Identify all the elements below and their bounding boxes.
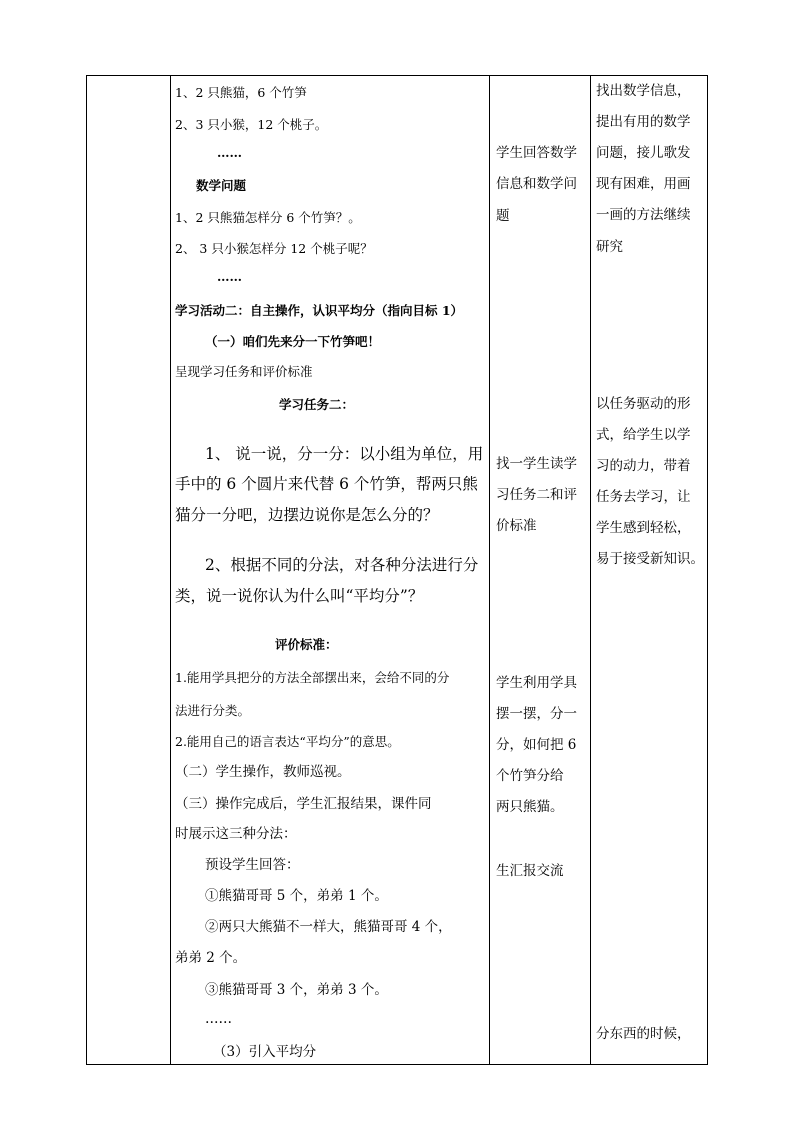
question-1: 1、2 只熊猫怎样分 6 个竹笋？。: [175, 210, 361, 225]
step-2: （二）学生操作，教师巡视。: [175, 764, 351, 780]
criterion-1-line: 1.能用学具把分的方法全部摆出来，会给不同的分: [175, 670, 450, 685]
info-line-1: 1、2 只熊猫，6 个竹笋: [175, 85, 307, 100]
info-line-2: 2、3 只小猴，12 个桃子。: [175, 117, 328, 132]
student-activity-1: 信息和数学问: [496, 176, 577, 192]
step-3-line: 时展示这三种分法：: [175, 826, 297, 842]
question-2: 2、 3 只小猴怎样分 12 个桃子呢？: [175, 241, 373, 256]
math-question-heading: 数学问题: [196, 178, 247, 193]
design-intent-2: 任务去学习，让: [596, 489, 691, 505]
criterion-2: 2.能用自己的语言表达“平均分”的意思。: [175, 734, 400, 749]
student-activity-2: 找一学生读学: [496, 456, 577, 472]
student-activity-column: [490, 76, 590, 1064]
design-intent-1: 研究: [596, 239, 623, 255]
design-intent-2: 式，给学生以学: [596, 427, 691, 443]
design-intent-2: 习的动力，带着: [596, 458, 691, 474]
design-intent-3: 分东西的时候，: [596, 1026, 691, 1042]
student-activity-1: 学生回答数学: [496, 145, 577, 161]
design-intent-2: 学生感到轻松，: [596, 520, 691, 536]
ellipsis: ……: [205, 1011, 232, 1027]
task-2-line: 2、根据不同的分法，对各种分法进行分: [205, 556, 479, 574]
design-intent-1: 现有困难，用画: [596, 176, 691, 192]
answer-2-line: ②两只大熊猫不一样大，熊猫哥哥 4 个，: [205, 919, 452, 935]
student-activity-3: 个竹笋分给: [496, 768, 564, 784]
answer-3: ③熊猫哥哥 3 个，弟弟 3 个。: [205, 982, 388, 998]
present-task-note: 呈现学习任务和评价标准: [175, 364, 313, 379]
design-intent-1: 找出数学信息，: [596, 83, 691, 99]
teaching-content-column: [171, 76, 489, 1064]
design-intent-2: 以任务驱动的形: [596, 396, 691, 412]
criterion-1-line: 法进行分类。: [175, 703, 251, 718]
task-2-heading: 学习任务二：: [279, 397, 355, 412]
student-activity-3: 摆一摆，分一: [496, 706, 577, 722]
task-2-line: 类，说一说你认为什么叫“平均分”？: [175, 587, 424, 605]
ellipsis: ……: [217, 145, 242, 160]
student-activity-3: 分，如何把 6: [496, 737, 577, 753]
student-activity-3: 两只熊猫。: [496, 799, 564, 815]
task-1-line: 猫分一分吧，边摆边说你是怎么分的？: [175, 506, 439, 524]
answer-2-line: 弟弟 2 个。: [175, 950, 247, 966]
student-activity-2: 习任务二和评: [496, 487, 577, 503]
student-activity-1: 题: [496, 208, 510, 224]
ellipsis: ……: [217, 269, 242, 284]
step-3-line: （三）操作完成后，学生汇报结果，课件同: [175, 796, 432, 812]
answer-1: ①熊猫哥哥 5 个，弟弟 1 个。: [205, 888, 388, 904]
design-intent-column: [591, 76, 707, 1064]
activity-2-heading: 学习活动二：自主操作，认识平均分（指向目标 1）: [175, 303, 464, 318]
student-activity-3: 学生利用学具: [496, 675, 577, 691]
design-intent-1: 一画的方法继续: [596, 207, 691, 223]
design-intent-2: 易于接受新知识。: [596, 551, 704, 567]
criteria-heading: 评价标准：: [275, 637, 338, 652]
design-intent-1: 提出有用的数学: [596, 114, 691, 130]
introduce-equal-division: （3）引入平均分: [213, 1044, 317, 1060]
stage-column: [87, 76, 170, 1064]
task-1-line: 手中的 6 个圆片来代替 6 个竹笋，帮两只熊: [175, 475, 478, 493]
lesson-table: [86, 75, 708, 1065]
task-1-line: 1、 说一说，分一分：以小组为单位，用: [205, 445, 484, 463]
student-activity-4: 生汇报交流: [496, 863, 564, 879]
preset-answer-label: 预设学生回答：: [205, 857, 300, 873]
design-intent-1: 问题，接儿歌发: [596, 145, 691, 161]
student-activity-2: 价标准: [496, 518, 537, 534]
step-1-heading: （一）咱们先来分一下竹笋吧！: [205, 334, 381, 349]
